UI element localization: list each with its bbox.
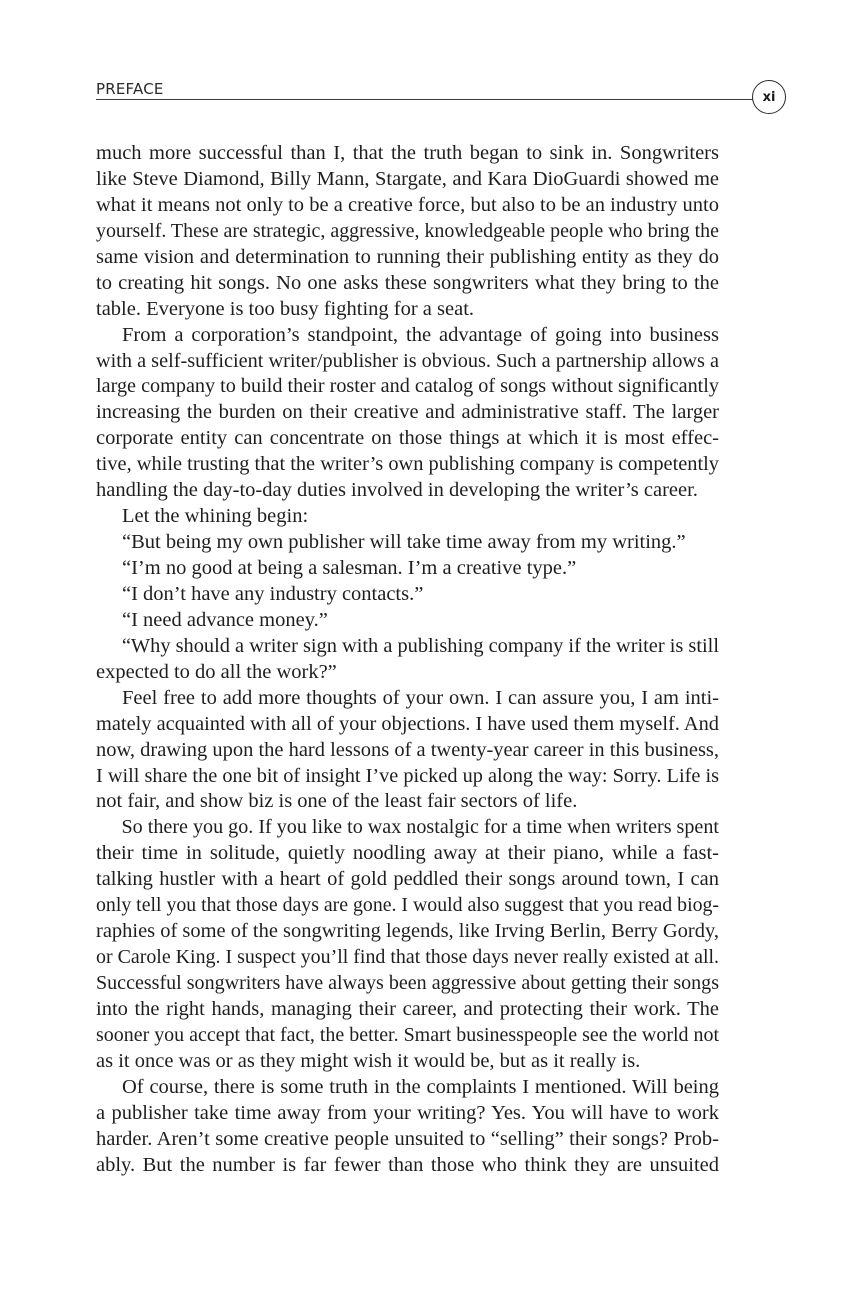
- paragraph-first-line: From a corporation’s standpoint, the advantage of going into business: [122, 323, 719, 346]
- section-title: PREFACE: [96, 80, 164, 98]
- text-line: handling the day-to-day duties involved in developing the writer’s career.: [96, 479, 698, 502]
- page-number-badge: [752, 80, 786, 114]
- paragraph-first-line: “I don’t have any industry contacts.”: [122, 582, 424, 605]
- text-line: large company to build their roster and catalog of songs without significantly: [96, 375, 719, 398]
- text-line: much more successful than I, that the truth began to sink in. Songwriters: [96, 142, 719, 164]
- text-line: a publisher take time away from your writing? Yes. You will have to work: [96, 1101, 719, 1124]
- text-line: into the right hands, managing their career, and protecting their work. The: [96, 997, 719, 1020]
- text-line: expected to do all the work?”: [96, 660, 337, 683]
- text-line: raphies of some of the songwriting legends, like Irving Berlin, Berry Gordy,: [96, 920, 719, 943]
- text-line: not fair, and show biz is one of the least fair sectors of life.: [96, 790, 578, 813]
- text-line: like Steve Diamond, Billy Mann, Stargate, and Kara DioGuardi showed me: [96, 167, 719, 190]
- text-line: only tell you that those days are gone. I would also suggest that you read biog-: [96, 894, 719, 917]
- paragraph-first-line: “Why should a writer sign with a publishing company if the writer is still: [121, 634, 719, 657]
- text-line: mately acquainted with all of your objections. I have used them myself. And: [96, 712, 719, 735]
- text-line: sooner you accept that fact, the better. Smart businesspeople see the world not: [96, 1023, 719, 1046]
- text-line: or Carole King. I suspect you’ll find that those days never really existed at all.: [96, 946, 719, 969]
- text-line: as it once was or as they might wish it would be, but as it really is.: [96, 1049, 641, 1072]
- text-line: ably. But the number is far fewer than those who think they are unsuited: [96, 1153, 719, 1176]
- text-line: now, drawing upon the hard lessons of a twenty-year career in this business,: [96, 738, 719, 761]
- text-line: same vision and determination to running their publishing entity as they do: [96, 245, 719, 268]
- text-line: with a self-sufficient writer/publisher is obvious. Such a partnership allows a: [96, 349, 719, 372]
- text-line: what it means not only to be a creative force, but also to be an industry unto: [96, 193, 719, 216]
- text-line: I will share the one bit of insight I’ve picked up along the way: Sorry. Life is: [96, 764, 719, 787]
- paragraph-first-line: “I’m no good at being a salesman. I’m a creative type.”: [122, 557, 577, 579]
- text-line: Successful songwriters have always been aggressive about getting their songs: [96, 972, 719, 994]
- paragraph-first-line: “But being my own publisher will take time away from my writing.”: [122, 531, 686, 554]
- text-line: harder. Aren’t some creative people unsuited to “selling” their songs? Prob-: [96, 1127, 719, 1150]
- text-line: their time in solitude, quietly noodling away at their piano, while a fast-: [96, 842, 719, 865]
- header-rule: [96, 99, 754, 100]
- text-line: tive, while trusting that the writer’s own publishing company is competently: [96, 453, 719, 476]
- text-line: corporate entity can concentrate on those things at which it is most effec-: [96, 427, 719, 450]
- paragraph-first-line: “I need advance money.”: [122, 608, 328, 631]
- page-number: xi: [762, 89, 776, 105]
- paragraph-first-line: So there you go. If you like to wax nostalgic for a time when writers spent: [121, 816, 719, 839]
- text-line: table. Everyone is too busy fighting for a seat.: [96, 297, 475, 320]
- paragraph-first-line: Let the whining begin:: [122, 505, 309, 528]
- paragraph-first-line: Of course, there is some truth in the complaints I mentioned. Will being: [122, 1075, 719, 1098]
- body-text: [96, 141, 719, 1179]
- text-line: talking hustler with a heart of gold peddled their songs around town, I can: [96, 868, 719, 891]
- text-line: yourself. These are strategic, aggressive, knowledgeable people who bring the: [96, 219, 719, 242]
- paragraph-first-line: Feel free to add more thoughts of your own. I can assure you, I am inti-: [122, 686, 719, 709]
- text-line: increasing the burden on their creative and administrative staff. The larger: [96, 401, 719, 424]
- running-head: [96, 78, 756, 100]
- text-line: to creating hit songs. No one asks these songwriters what they bring to the: [96, 271, 719, 294]
